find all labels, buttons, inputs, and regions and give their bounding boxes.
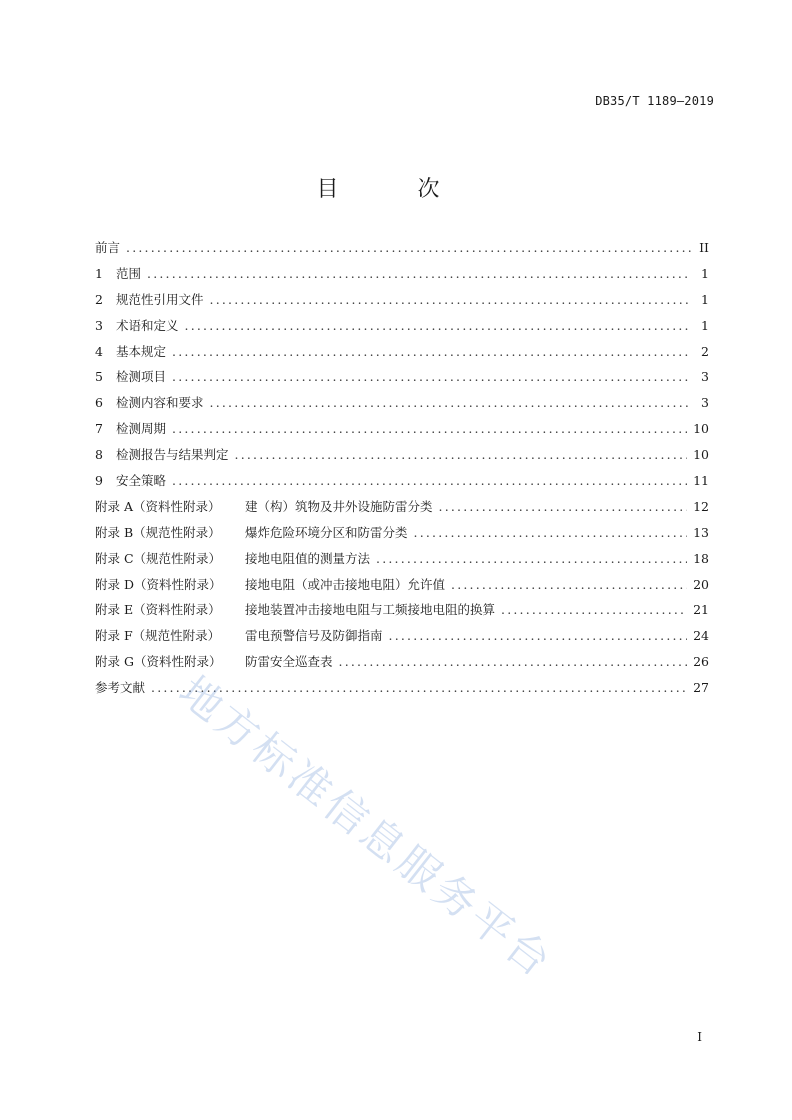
toc-entry-label: 前言 [95, 240, 121, 255]
toc-entry-number: 5 [95, 369, 103, 385]
toc-leader-dots [210, 395, 691, 410]
toc-entry[interactable] [95, 523, 709, 549]
toc-leader-dots [439, 499, 688, 514]
toc-entry[interactable] [95, 238, 709, 264]
toc-entry-label: 接地电阻（或冲击接地电阻）允许值 [245, 576, 446, 592]
toc-entry-number: 6 [95, 395, 103, 411]
toc-entry-label: 检测内容和要求 [116, 395, 204, 411]
toc-entry[interactable] [95, 367, 709, 393]
toc-entry-page: 2 [701, 343, 709, 359]
toc-entry-page: 3 [701, 395, 709, 411]
toc-entry[interactable] [95, 652, 709, 678]
toc-entry[interactable] [95, 471, 709, 497]
page-title: 目 次 [316, 177, 476, 202]
toc-entry-number: 4 [95, 343, 103, 359]
toc-entry-page: 26 [693, 654, 709, 670]
toc-entry[interactable] [95, 393, 709, 419]
toc-entry-page: 12 [693, 498, 709, 514]
toc-entry-number: 1 [95, 265, 103, 281]
toc-entry-label: 检测报告与结果判定 [116, 447, 229, 463]
toc-leader-dots [185, 318, 691, 333]
toc-entry-appendix: 附录 A（资料性附录） [95, 498, 221, 514]
toc-entry-label: 参考文献 [95, 680, 146, 696]
toc-entry[interactable] [95, 549, 709, 575]
toc-entry[interactable] [95, 600, 709, 626]
toc-leader-dots [389, 628, 688, 643]
toc-leader-dots [172, 369, 691, 384]
toc-entry-label: 建（构）筑物及井外设施防雷分类 [245, 498, 433, 514]
toc-entry[interactable] [95, 419, 709, 445]
toc-entry-page: 10 [693, 421, 709, 437]
toc-leader-dots [172, 473, 687, 488]
toc-entry[interactable] [95, 445, 709, 471]
toc-entry[interactable] [95, 678, 709, 704]
toc-leader-dots [210, 292, 691, 307]
toc-entry-page: 3 [701, 369, 709, 385]
toc-leader-dots [339, 654, 688, 669]
toc-entry-page: 10 [693, 447, 709, 463]
document-code: DB35/T 1189—2019 [595, 94, 714, 108]
toc-entry[interactable] [95, 342, 709, 368]
toc-entry-page: 20 [693, 576, 709, 592]
toc-entry-label: 防雷安全巡查表 [245, 654, 333, 670]
toc-entry[interactable] [95, 316, 709, 342]
toc-leader-dots [235, 447, 688, 462]
toc-leader-dots [172, 344, 691, 359]
toc-entry-appendix: 附录 B（规范性附录） [95, 524, 221, 540]
toc-entry[interactable] [95, 290, 709, 316]
toc-entry-page: 1 [701, 291, 709, 307]
toc-entry-page: 24 [693, 628, 709, 644]
toc-entry-appendix: 附录 F（规范性附录） [95, 628, 221, 644]
toc-entry-label: 接地装置冲击接地电阻与工频接地电阻的换算 [245, 602, 496, 618]
toc-entry-page: 13 [693, 524, 709, 540]
toc-leader-dots [151, 680, 687, 695]
toc-entry-page: 1 [701, 317, 709, 333]
toc-leader-dots [501, 602, 687, 617]
toc-entry-number: 3 [95, 317, 103, 333]
toc-entry-label: 爆炸危险环境分区和防雷分类 [245, 524, 408, 540]
toc-entry[interactable] [95, 264, 709, 290]
toc-leader-dots [376, 551, 687, 566]
toc-entry-appendix: 附录 D（资料性附录） [95, 576, 222, 592]
toc-entry-label: 检测周期 [116, 421, 167, 437]
toc-entry-appendix: 附录 G（资料性附录） [95, 654, 222, 670]
toc-leader-dots [147, 266, 691, 281]
toc-entry-label: 检测项目 [116, 369, 167, 385]
toc-entry-page: 21 [693, 602, 709, 618]
toc-entry-page: II [699, 240, 709, 255]
toc-leader-dots [451, 577, 687, 592]
toc-entry-number: 8 [95, 447, 103, 463]
toc-entry[interactable] [95, 497, 709, 523]
toc-entry-label: 雷电预警信号及防御指南 [245, 628, 383, 644]
toc-entry-page: 11 [693, 473, 709, 489]
toc-entry-label: 术语和定义 [116, 317, 179, 333]
toc-entry-page: 18 [693, 550, 709, 566]
table-of-contents [95, 238, 709, 704]
toc-leader-dots [172, 421, 687, 436]
toc-entry-number: 7 [95, 421, 103, 437]
toc-entry-label: 接地电阻值的测量方法 [245, 550, 371, 566]
toc-entry-appendix: 附录 C（规范性附录） [95, 550, 222, 566]
toc-entry-number: 2 [95, 291, 103, 307]
toc-entry-label: 范围 [116, 265, 142, 281]
toc-leader-dots [126, 240, 691, 255]
toc-entry-label: 安全策略 [116, 473, 167, 489]
toc-entry[interactable] [95, 575, 709, 601]
toc-leader-dots [414, 525, 688, 540]
toc-entry-page: 1 [701, 265, 709, 281]
watermark: 地方标准信息服务平台 [169, 666, 563, 989]
toc-entry-number: 9 [95, 473, 103, 489]
toc-entry-label: 基本规定 [116, 343, 167, 359]
toc-entry-page: 27 [693, 680, 709, 696]
toc-entry-appendix: 附录 E（资料性附录） [95, 602, 221, 618]
page-number: I [697, 1030, 702, 1044]
toc-entry[interactable] [95, 626, 709, 652]
toc-entry-label: 规范性引用文件 [116, 291, 204, 307]
